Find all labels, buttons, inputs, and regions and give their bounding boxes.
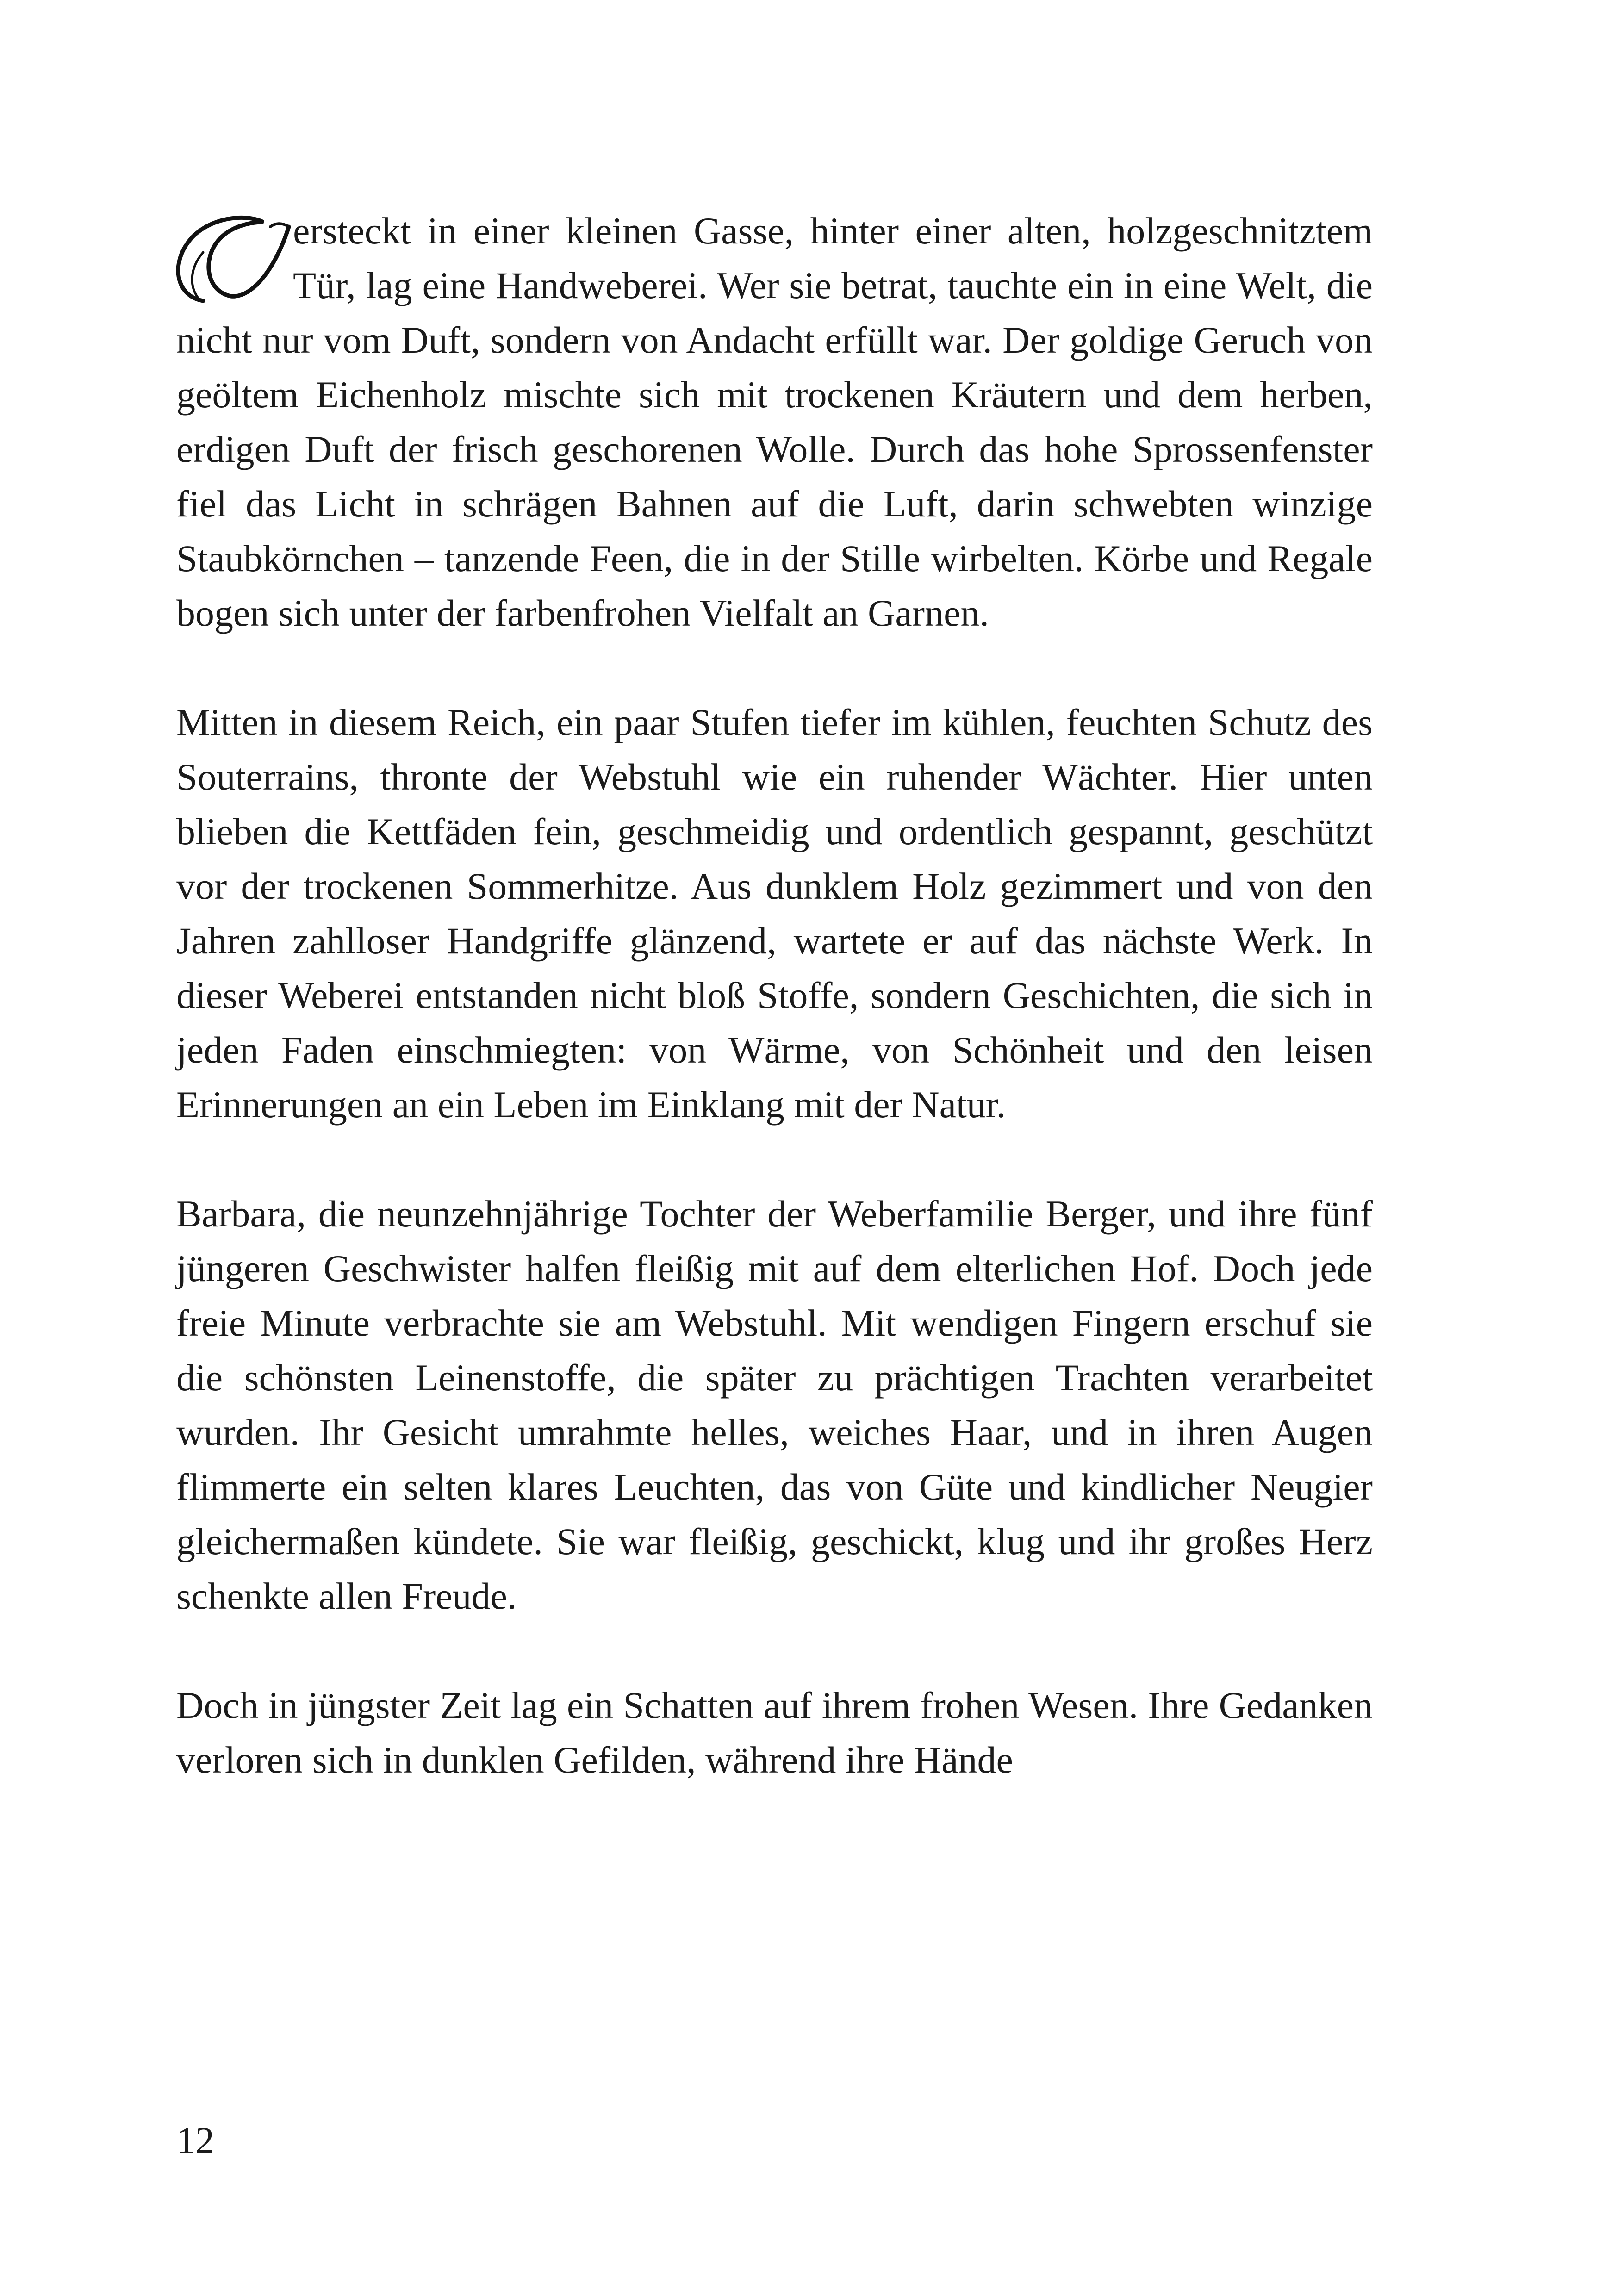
paragraph-2: Mitten in diesem Reich, ein paar Stufen tiefer im kühlen, feuchten Schutz des Souterrains, thronte der Webstuhl wie ein ruhender Wächter. Hier unten blieben die Kettfäden fein, geschmeidig und ordentlich gespannt, geschützt vor der trockenen Sommerhitze. Aus dunklem Holz gezimmert und von den Jahren zahlloser Handgriffe glänzend, wartete er auf das nächste Werk. In dieser Weberei entstanden nicht bloß Stoffe, sondern Geschichten, die sich in jeden Faden einschmiegten: von Wärme, von Schönheit und den leisen Erinnerungen an ein Leben im Einklang mit der Natur.: [176, 701, 1373, 1126]
paragraph-1: [176, 204, 1373, 641]
drop-cap: [171, 208, 291, 310]
body-text: [176, 204, 1373, 1842]
page-number: 12: [176, 2119, 214, 2161]
paragraph-3: Barbara, die neunzehnjährige Tochter der Weberfamilie Berger, und ihre fünf jüngeren Geschwister halfen fleißig mit auf dem elterlichen Hof. Doch jede freie Minute verbrachte sie am Webstuhl. Mit wendigen Fingern erschuf sie die schönsten Leinenstoffe, die später zu prächtigen Trachten verarbeitet wurden. Ihr Gesicht umrahmte helles, weiches Haar, und in ihren Augen flimmerte ein selten klares Leuchten, das von Güte und kindlicher Neugier gleichermaßen kündete. Sie war fleißig, geschickt, klug und ihr großes Herz schenkte allen Freude.: [176, 1193, 1373, 1617]
paragraph-1-text: ersteckt in einer kleinen Gasse, hinter einer alten, holzgeschnitztem Tür, lag eine Handweberei. Wer sie betrat, tauchte ein in eine Welt, die nicht nur vom Duft, sondern von Andacht erfüllt war. Der goldige Geruch von geöltem Eichenholz mischte sich mit trockenen Kräutern und dem herben, erdigen Duft der frisch geschorenen Wolle. Durch das hohe Sprossenfenster fiel das Licht in schrägen Bahnen auf die Luft, darin schwebten winzige Staubkörnchen – tanzende Feen, die in der Stille wirbelten. Körbe und Regale bogen sich unter der farbenfrohen Vielfalt an Garnen.: [176, 210, 1373, 634]
paragraph-4: Doch in jüngster Zeit lag ein Schatten auf ihrem frohen Wesen. Ihre Gedanken verloren sich in dunklen Gefilden, während ihre Hände: [176, 1684, 1373, 1781]
